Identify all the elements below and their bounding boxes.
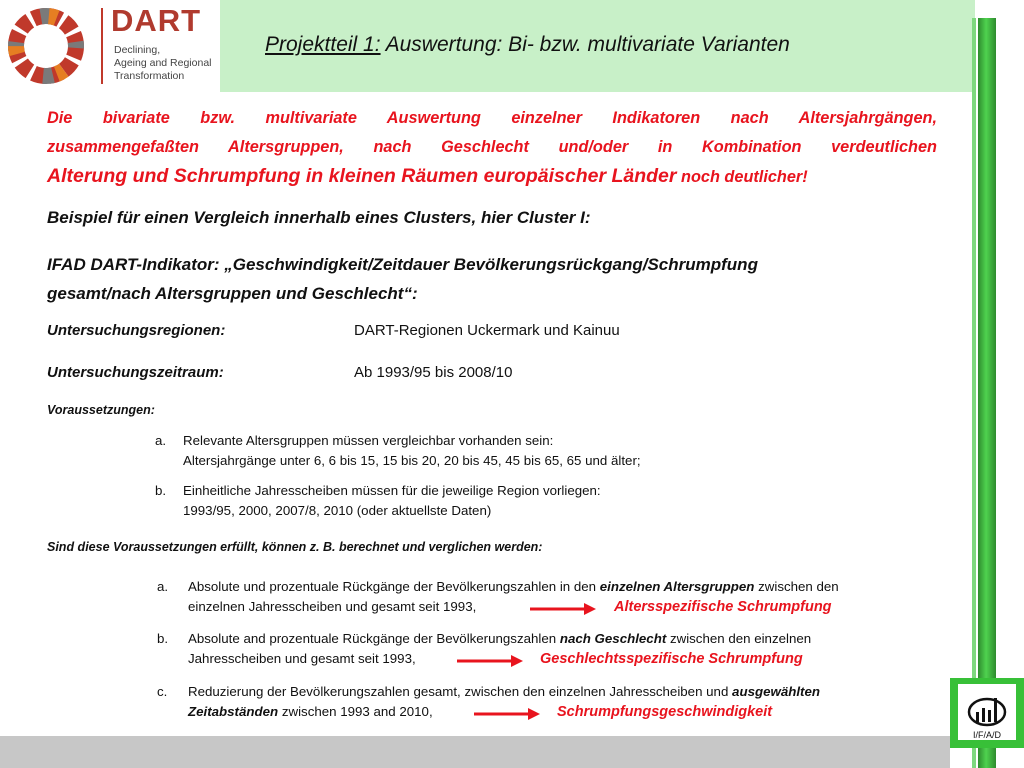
ifad-badge	[950, 678, 1024, 748]
intro-line: Die bivariate bzw. multivariate Auswertung einzelner Indikatoren nach Altersjahrgängen,	[47, 109, 937, 127]
intro-tail: noch deutlicher!	[676, 168, 808, 186]
calc-emphasis: ausgewählten	[732, 684, 820, 699]
calc-text: zwischen den	[754, 579, 839, 594]
regions-label: Untersuchungsregionen:	[47, 322, 226, 339]
calc-item-line: Jahresscheiben und gesamt seit 1993,	[188, 651, 416, 666]
logo-subtitle-line: Transformation	[114, 70, 185, 82]
calc-item-line	[188, 629, 811, 649]
arrow-right-icon	[472, 706, 542, 722]
intro-line: zusammengefaßten Altersgruppen, nach Geschlecht und/oder in Kombination verdeutlichen	[47, 138, 937, 156]
prereq-item-line: Relevante Altersgruppen müssen vergleichbar vorhanden sein:	[183, 433, 554, 448]
result-label: Altersspezifische Schrumpfung	[614, 599, 832, 615]
list-marker: b.	[157, 631, 169, 646]
indicator-heading	[47, 250, 758, 308]
logo-subtitle	[114, 44, 212, 83]
intro-emphasis: Alterung und Schrumpfung in kleinen Räumen europäischer Länder	[47, 165, 677, 187]
logo-subtitle-line: Declining,	[114, 44, 161, 56]
list-marker: b.	[155, 483, 167, 498]
logo-subtitle-line: Ageing and Regional	[114, 57, 212, 69]
ifad-label: I/F/A/D	[972, 730, 1001, 740]
calc-item-line	[188, 682, 820, 702]
bar-chart-icon	[966, 690, 1008, 728]
calc-text: zwischen den einzelnen	[666, 631, 812, 646]
dart-logo-ring-icon	[6, 6, 86, 86]
prereq-item-line: 1993/95, 2000, 2007/8, 2010 (oder aktuellste Daten)	[183, 503, 492, 518]
calc-text: Absolute und prozentuale Rückgänge der Bevölkerungszahlen in den	[188, 579, 600, 594]
list-marker: c.	[157, 684, 168, 699]
page-title-part1: Projektteil 1:	[265, 33, 381, 56]
calc-text: Reduzierung der Bevölkerungszahlen gesamt, zwischen den einzelnen Jahresscheiben und	[188, 684, 733, 699]
side-bar	[978, 18, 996, 768]
period-value: Ab 1993/95 bis 2008/10	[354, 364, 513, 381]
prereq-item-a	[155, 431, 641, 471]
side-bar-highlight	[972, 18, 976, 768]
prereq-item-b	[155, 481, 601, 521]
indicator-line: IFAD DART-Indikator: „Geschwindigkeit/Zeitdauer Bevölkerungsrückgang/Schrumpfung	[47, 255, 758, 274]
prereq-item-line: Einheitliche Jahresscheiben müssen für die jeweilige Region vorliegen:	[183, 483, 601, 498]
dart-logo	[0, 0, 220, 92]
calc-item-line	[188, 577, 839, 597]
footer-band	[0, 736, 950, 768]
calc-text: zwischen 1993 and 2010,	[278, 704, 433, 719]
regions-value: DART-Regionen Uckermark und Kainuu	[354, 322, 620, 339]
example-heading: Beispiel für einen Vergleich innerhalb eines Clusters, hier Cluster I:	[47, 208, 591, 227]
result-label: Geschlechtsspezifische Schrumpfung	[540, 651, 803, 667]
indicator-line: gesamt/nach Altersgruppen und Geschlecht“:	[47, 284, 418, 303]
logo-title: DART	[111, 3, 202, 38]
period-label: Untersuchungszeitraum:	[47, 364, 224, 381]
calc-emphasis: einzelnen Altersgruppen	[599, 579, 755, 594]
arrow-right-icon	[528, 601, 598, 617]
list-marker: a.	[157, 579, 169, 594]
logo-divider	[101, 8, 103, 84]
intro-paragraph	[47, 104, 937, 192]
arrow-right-icon	[455, 653, 525, 669]
list-marker: a.	[155, 433, 167, 448]
prereq-heading: Voraussetzungen:	[47, 403, 155, 417]
ifad-logo	[958, 684, 1016, 740]
calc-emphasis: nach Geschlecht	[559, 631, 667, 646]
calc-text: Absolute and prozentuale Rückgänge der Bevölkerungszahlen	[188, 631, 560, 646]
calc-emphasis: Zeitabständen	[188, 704, 279, 719]
intro-line	[47, 165, 808, 187]
result-label: Schrumpfungsgeschwindigkeit	[557, 704, 773, 720]
page-title-part2: Auswertung: Bi- bzw. multivariate Varianten	[380, 33, 790, 56]
prereq-item-line: Altersjahrgänge unter 6, 6 bis 15, 15 bis 20, 20 bis 45, 45 bis 65, 65 und älter;	[183, 453, 641, 468]
calc-heading: Sind diese Voraussetzungen erfüllt, können z. B. berechnet und verglichen werden:	[47, 540, 543, 554]
page-title	[265, 33, 790, 57]
calc-item-line: einzelnen Jahresscheiben und gesamt seit 1993,	[188, 599, 477, 614]
